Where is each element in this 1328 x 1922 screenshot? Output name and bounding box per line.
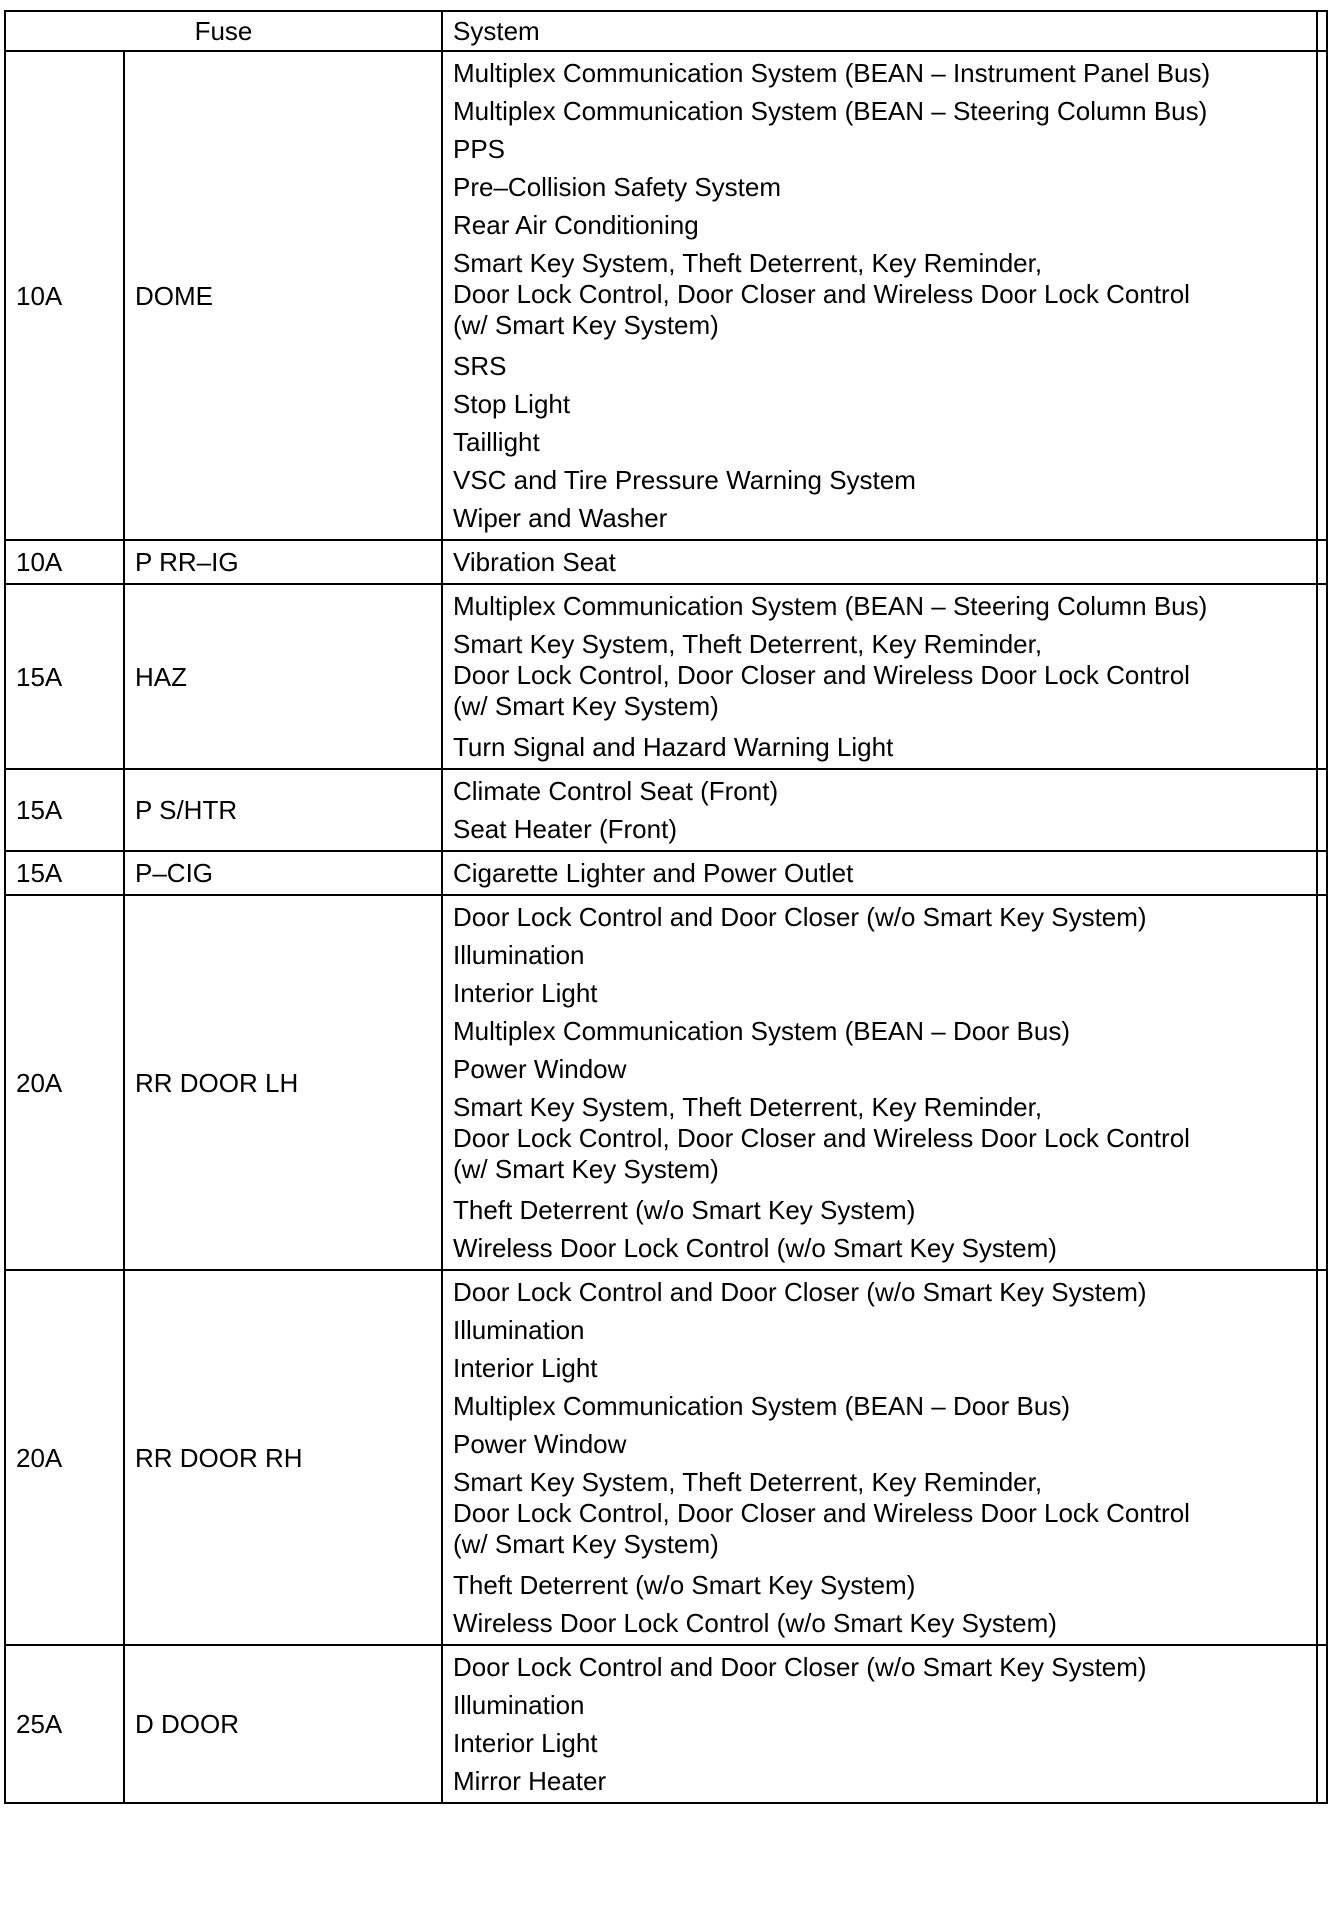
table-row (5, 851, 1327, 895)
table-row (5, 895, 1327, 1270)
system-item: Smart Key System, Theft Deterrent, Key Reminder, Door Lock Control, Door Closer and Wireless Door Lock Control (w/ Smart Key System) (453, 1092, 1190, 1184)
system-item: Multiplex Communication System (BEAN – Instrument Panel Bus) (453, 58, 1211, 88)
fuse-name: DOME (124, 51, 442, 540)
system-item: Illumination (453, 940, 585, 970)
system-item: Theft Deterrent (w/o Smart Key System) (453, 1195, 916, 1225)
fuse-column-header: Fuse (5, 11, 442, 51)
fuse-amperage: 25A (5, 1645, 124, 1803)
table-header (5, 11, 1327, 51)
fuse-name: RR DOOR RH (124, 1270, 442, 1645)
system-item: Wireless Door Lock Control (w/o Smart Key System) (453, 1233, 1057, 1263)
system-item: SRS (453, 351, 507, 381)
fuse-amperage: 15A (5, 584, 124, 769)
table-row (5, 1270, 1327, 1645)
system-item: Mirror Heater (453, 1766, 607, 1796)
fuse-amperage: 20A (5, 1270, 124, 1645)
system-item: Stop Light (453, 389, 571, 419)
table-edge-cell (1317, 51, 1327, 540)
system-list (442, 851, 1317, 895)
system-item: Door Lock Control and Door Closer (w/o Smart Key System) (453, 1652, 1147, 1682)
fuse-amperage: 15A (5, 769, 124, 851)
system-list (442, 1645, 1317, 1803)
system-list (442, 51, 1317, 540)
system-item: Power Window (453, 1429, 627, 1459)
system-list (442, 584, 1317, 769)
system-item: Illumination (453, 1315, 585, 1345)
system-item: Smart Key System, Theft Deterrent, Key Reminder, Door Lock Control, Door Closer and Wireless Door Lock Control (w/ Smart Key System) (453, 1467, 1190, 1559)
fuse-name: P S/HTR (124, 769, 442, 851)
fuse-name: P RR–IG (124, 540, 442, 584)
system-item: Multiplex Communication System (BEAN – Steering Column Bus) (453, 96, 1208, 126)
fuse-amperage: 15A (5, 851, 124, 895)
fuse-name: P–CIG (124, 851, 442, 895)
system-item: Turn Signal and Hazard Warning Light (453, 732, 894, 762)
table-row (5, 51, 1327, 540)
system-item: Interior Light (453, 1353, 598, 1383)
system-item: Wiper and Washer (453, 503, 668, 533)
system-item: Wireless Door Lock Control (w/o Smart Key System) (453, 1608, 1057, 1638)
fuse-amperage: 20A (5, 895, 124, 1270)
table-edge-cell (1317, 540, 1327, 584)
fuse-table (4, 10, 1328, 1804)
system-item: Power Window (453, 1054, 627, 1084)
system-item: Theft Deterrent (w/o Smart Key System) (453, 1570, 916, 1600)
fuse-name: RR DOOR LH (124, 895, 442, 1270)
fuse-amperage: 10A (5, 51, 124, 540)
system-item: Illumination (453, 1690, 585, 1720)
system-item: Cigarette Lighter and Power Outlet (453, 858, 854, 888)
system-item: Climate Control Seat (Front) (453, 776, 779, 806)
system-item: Smart Key System, Theft Deterrent, Key Reminder, Door Lock Control, Door Closer and Wireless Door Lock Control (w/ Smart Key System) (453, 629, 1190, 721)
table-edge-cell (1317, 851, 1327, 895)
table-edge-cell (1317, 584, 1327, 769)
system-item: Multiplex Communication System (BEAN – Steering Column Bus) (453, 591, 1208, 621)
system-item: Interior Light (453, 978, 598, 1008)
table-body (5, 51, 1327, 1803)
table-row (5, 540, 1327, 584)
system-column-header: System (442, 11, 1317, 51)
system-item: VSC and Tire Pressure Warning System (453, 465, 916, 495)
fuse-name: HAZ (124, 584, 442, 769)
system-item: Multiplex Communication System (BEAN – Door Bus) (453, 1391, 1070, 1421)
system-item: Door Lock Control and Door Closer (w/o Smart Key System) (453, 1277, 1147, 1307)
table-edge-cell (1317, 895, 1327, 1270)
system-item: Seat Heater (Front) (453, 814, 677, 844)
table-row (5, 584, 1327, 769)
table-edge-cell (1317, 769, 1327, 851)
system-item: Taillight (453, 427, 540, 457)
fuse-name: D DOOR (124, 1645, 442, 1803)
system-list (442, 1270, 1317, 1645)
table-row (5, 769, 1327, 851)
system-list (442, 540, 1317, 584)
fuse-amperage: 10A (5, 540, 124, 584)
system-list (442, 769, 1317, 851)
table-edge-cell (1317, 1645, 1327, 1803)
system-item: Rear Air Conditioning (453, 210, 699, 240)
system-item: Door Lock Control and Door Closer (w/o Smart Key System) (453, 902, 1147, 932)
system-item: Multiplex Communication System (BEAN – Door Bus) (453, 1016, 1070, 1046)
system-item: Pre–Collision Safety System (453, 172, 782, 202)
system-item: Smart Key System, Theft Deterrent, Key Reminder, Door Lock Control, Door Closer and Wireless Door Lock Control (w/ Smart Key System) (453, 248, 1190, 340)
system-item: Vibration Seat (453, 547, 616, 577)
table-edge-cell (1317, 11, 1327, 51)
system-item: PPS (453, 134, 506, 164)
system-item: Interior Light (453, 1728, 598, 1758)
header-row (5, 11, 1327, 51)
table-edge-cell (1317, 1270, 1327, 1645)
system-list (442, 895, 1317, 1270)
table-row (5, 1645, 1327, 1803)
